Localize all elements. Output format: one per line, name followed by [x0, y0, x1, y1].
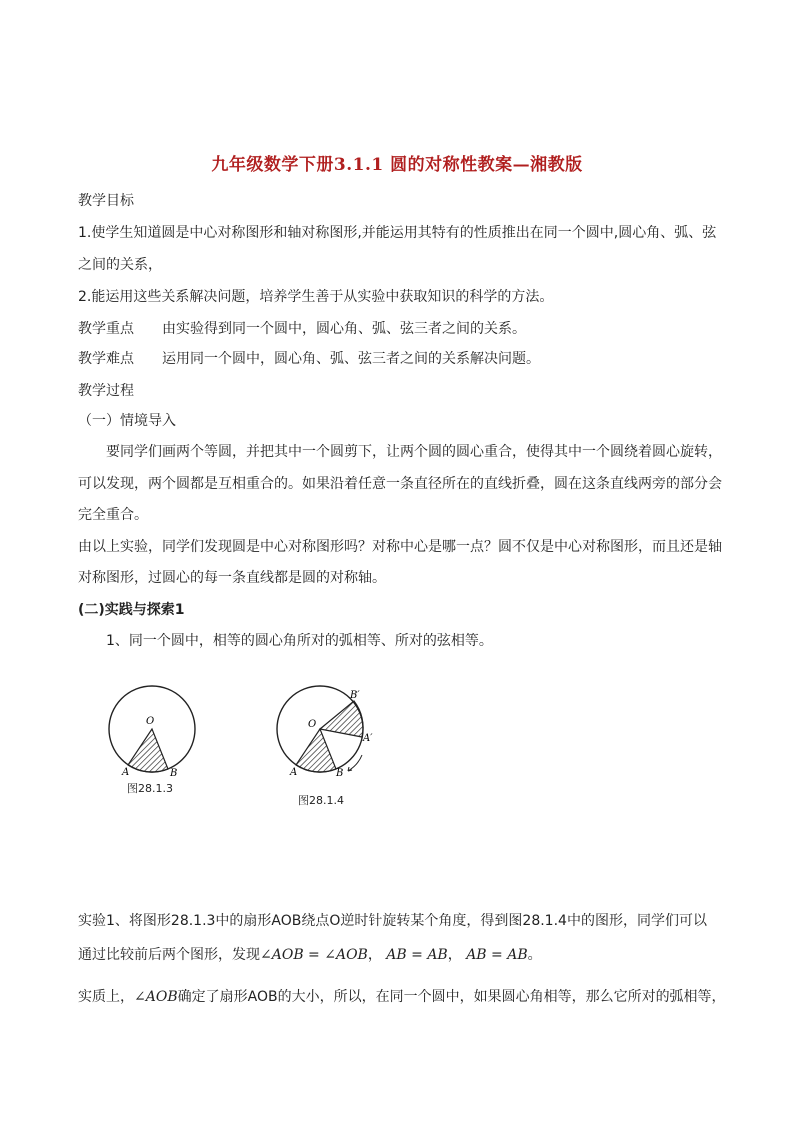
sector-aob	[296, 729, 336, 772]
line-end: 。	[527, 947, 542, 963]
part2-heading: (二)实践与探索1	[78, 602, 185, 618]
experiment-line2	[78, 944, 542, 964]
page-title: 九年级数学下册3.1.1 圆的对称性教案—湘教版	[211, 155, 583, 175]
label-b: B	[170, 768, 178, 779]
part1-para1-line1: 要同学们画两个等圆，并把其中一个圆剪下，让两个圆的圆心重合，使得其中一个圆绕着圆心旋转，	[78, 444, 722, 460]
essence-rest: 确定了扇形AOB的大小，所以，在同一个圆中，如果圆心角相等，那么它所对的弧相等，	[177, 989, 726, 1005]
label-b-prime: B′	[350, 690, 360, 701]
figure-28-1-3-caption: 图28.1.3	[127, 782, 173, 795]
separator-2: ，	[447, 947, 462, 963]
separator-1: ，	[367, 947, 382, 963]
label-a: A	[290, 767, 298, 778]
difficulty: 教学难点 运用同一个圆中，圆心角、弧、弦三者之间的关系解决问题。	[78, 351, 540, 367]
angle-equation: ∠AOB = ∠AOB	[260, 947, 368, 963]
chord-equation: AB = AB	[386, 947, 448, 963]
goal-1-line-1: 1.使学生知道圆是中心对称图形和轴对称图形,并能运用其特有的性质推出在同一个圆中,圆心角、弧、弦	[78, 225, 717, 241]
part1-heading: （一）情境导入	[78, 413, 176, 429]
key-point: 教学重点 由实验得到同一个圆中，圆心角、弧、弦三者之间的关系。	[78, 321, 526, 337]
rotation-arrow	[348, 755, 362, 771]
goal-1-line-2: 之间的关系，	[78, 257, 162, 273]
label-o: O	[146, 716, 155, 727]
essence-line	[78, 986, 726, 1006]
part1-para1-line3: 完全重合。	[78, 507, 148, 523]
label-a-prime: A′	[363, 733, 373, 744]
figure-28-1-4-caption: 图28.1.4	[298, 794, 344, 807]
experiment-line1: 实验1、将图形28.1.3中的扇形AOB绕点O逆时针旋转某个角度，得到图28.1.4中的图形，同学们可以	[78, 913, 707, 929]
process-heading: 教学过程	[78, 383, 134, 399]
part1-para2-line1: 由以上实验，同学们发现圆是中心对称图形吗？对称中心是哪一点？圆不仅是中心对称图形，而且还是轴	[78, 539, 722, 555]
part1-para1-line2: 可以发现，两个圆都是互相重合的。如果沿着任意一条直径所在的直线折叠，圆在这条直线两旁的部分会	[78, 476, 722, 492]
figure-28-1-4	[268, 685, 378, 795]
goal-2: 2.能运用这些关系解决问题，培养学生善于从实验中获取知识的科学的方法。	[78, 289, 554, 305]
label-a: A	[122, 767, 130, 778]
essence-prefix: 实质上，	[78, 989, 134, 1005]
part1-para2-line2: 对称图形，过圆心的每一条直线都是圆的对称轴。	[78, 570, 386, 586]
essence-angle: ∠AOB	[134, 989, 178, 1005]
sector-a2ob2	[320, 701, 363, 737]
label-b: B	[336, 768, 344, 779]
goal-heading: 教学目标	[78, 193, 134, 209]
experiment-line2-prefix: 通过比较前后两个图形，发现	[78, 947, 260, 963]
part2-item1: 1、同一个圆中，相等的圆心角所对的弧相等、所对的弦相等。	[78, 633, 493, 649]
sector-aob	[128, 729, 168, 772]
arc-equation: AB = AB	[466, 947, 528, 963]
figure-28-1-3	[100, 685, 210, 795]
label-o: O	[308, 719, 317, 730]
